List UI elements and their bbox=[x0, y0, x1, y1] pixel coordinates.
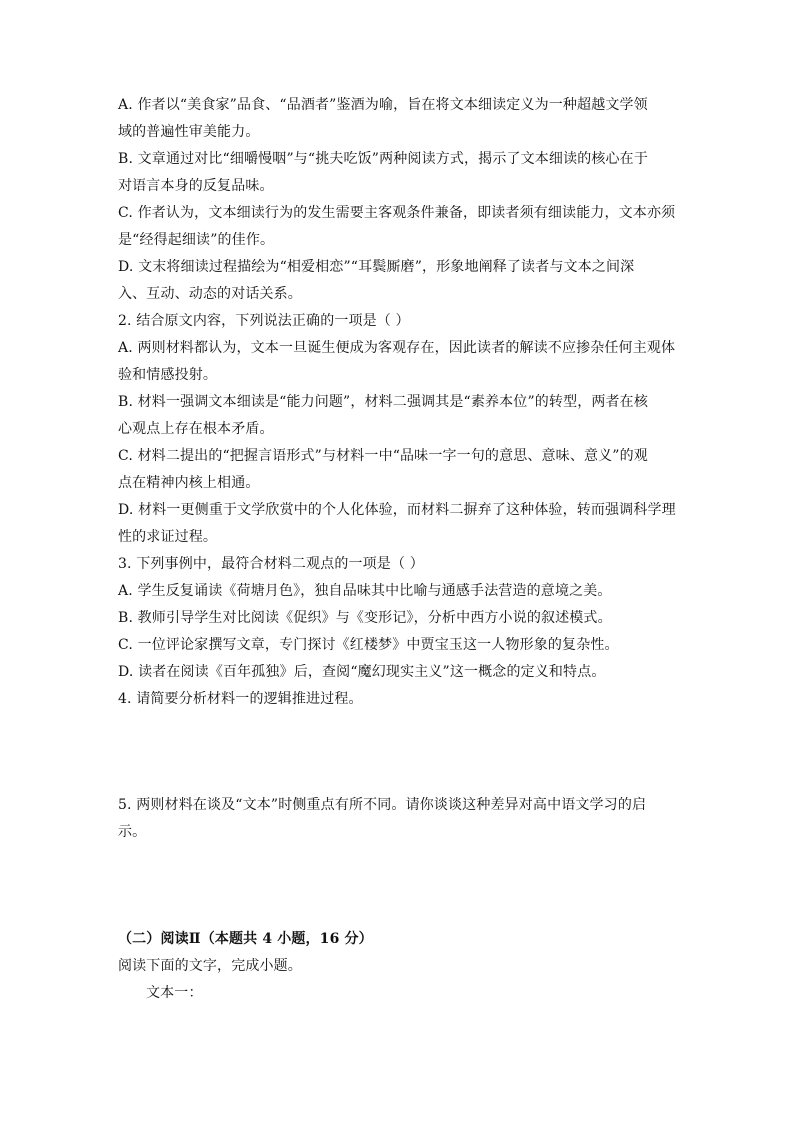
q1-option-b-line2: 对语言本身的反复品味。 bbox=[118, 178, 274, 194]
q2-stem: 2. 结合原文内容，下列说法正确的一项是（ ） bbox=[118, 313, 410, 329]
q1-option-b-line1: B. 文章通过对比“细嚼慢咽”与“挑夫吃饭”两种阅读方式，揭示了文本细读的核心在于 bbox=[118, 151, 648, 167]
text-one-label: 文本一： bbox=[146, 985, 203, 1001]
q1-option-d-line2: 入、互动、动态的对话关系。 bbox=[118, 286, 302, 302]
q2-option-b-line2: 心观点上存在根本矛盾。 bbox=[118, 421, 274, 437]
q3-stem: 3. 下列事例中，最符合材料二观点的一项是（ ） bbox=[118, 556, 424, 572]
q4-stem: 4. 请简要分析材料一的逻辑推进过程。 bbox=[118, 691, 363, 707]
q1-option-c-line2: 是“经得起细读”的佳作。 bbox=[118, 232, 275, 248]
q3-option-b: B. 教师引导学生对比阅读《促织》与《变形记》，分析中西方小说的叙述模式。 bbox=[118, 610, 612, 626]
q5-stem-line2: 示。 bbox=[118, 824, 147, 840]
q3-option-a: A. 学生反复诵读《荷塘月色》，独自品味其中比喻与通感手法营造的意境之美。 bbox=[118, 583, 612, 599]
q2-option-a-line2: 验和情感投射。 bbox=[118, 367, 218, 383]
q2-option-c-line2: 点在精神内核上相通。 bbox=[118, 475, 260, 491]
q2-option-d-line2: 性的求证过程。 bbox=[118, 529, 218, 545]
q1-option-a-line1: A. 作者以“美食家”品食、“品酒者”鉴酒为喻，旨在将文本细读定义为一种超越文学领 bbox=[118, 97, 648, 113]
q5-stem-line1: 5. 两则材料在谈及“文本”时侧重点有所不同。请你谈谈这种差异对高中语文学习的启 bbox=[118, 797, 647, 813]
q2-option-c-line1: C. 材料二提出的“把握言语形式”与材料一中“品味一字一句的意思、意味、意义”的观 bbox=[118, 448, 648, 464]
q2-option-a-line1: A. 两则材料都认为，文本一旦诞生便成为客观存在，因此读者的解读不应掺杂任何主观体 bbox=[118, 340, 676, 356]
q2-option-b-line1: B. 材料一强调文本细读是“能力问题”，材料二强调其是“素养本位”的转型，两者在核 bbox=[118, 394, 648, 410]
section-instruction: 阅读下面的文字，完成小题。 bbox=[118, 958, 302, 974]
section-heading: （二）阅读Ⅱ（本题共 4 小题，16 分） bbox=[118, 931, 373, 947]
q3-option-c: C. 一位评论家撰写文章，专门探讨《红楼梦》中贾宝玉这一人物形象的复杂性。 bbox=[118, 637, 619, 653]
q1-option-d-line1: D. 文末将细读过程描绘为“相爱相恋”“耳鬓厮磨”，形象地阐释了读者与文本之间深 bbox=[118, 259, 635, 275]
q3-option-d: D. 读者在阅读《百年孤独》后，查阅“魔幻现实主义”这一概念的定义和特点。 bbox=[118, 664, 606, 680]
q1-option-a-line2: 域的普遍性审美能力。 bbox=[118, 124, 260, 140]
q2-option-d-line1: D. 材料一更侧重于文学欣赏中的个人化体验，而材料二摒弃了这种体验，转而强调科学理 bbox=[118, 502, 676, 518]
q1-option-c-line1: C. 作者认为，文本细读行为的发生需要主客观条件兼备，即读者须有细读能力，文本亦须 bbox=[118, 205, 676, 221]
